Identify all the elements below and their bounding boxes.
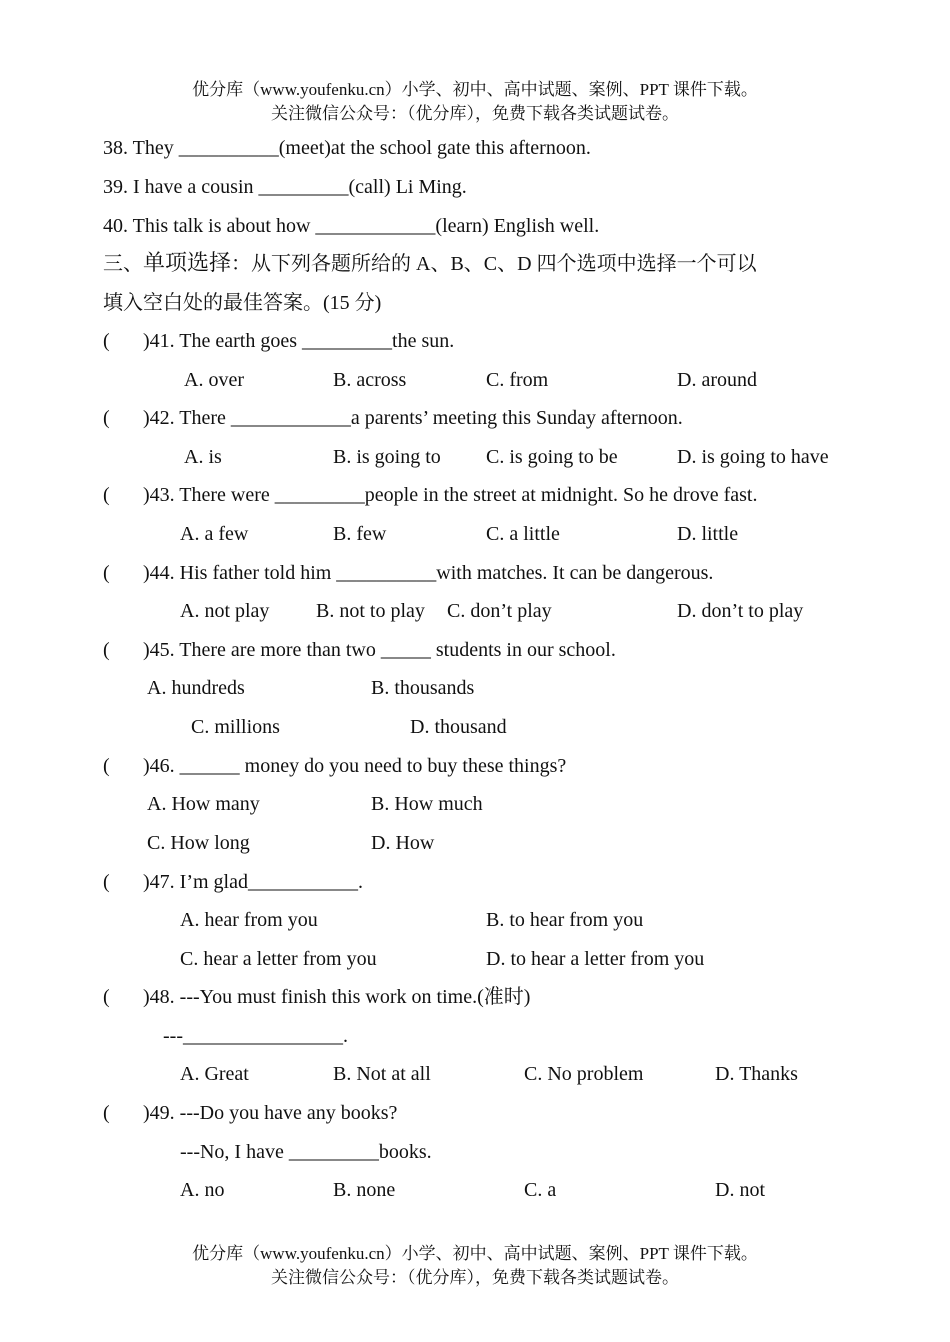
q47-option-a: A. hear from you (180, 909, 318, 931)
answer-paren: ( (103, 484, 110, 506)
question-stem: )47. I’m glad___________. (143, 871, 363, 893)
answer-paren: ( (103, 755, 110, 777)
answer-paren: ( (103, 871, 110, 893)
q48-option-a: A. Great (180, 1063, 249, 1085)
q46-option-a: A. How many (147, 793, 260, 815)
q45-option-c: C. millions (191, 716, 280, 738)
q49-option-a: A. no (180, 1179, 225, 1201)
q48-reply: ---________________. (163, 1025, 348, 1047)
question-45 (103, 636, 616, 664)
q49-option-c: C. a (524, 1179, 557, 1201)
header-line-1: 优分库（www.youfenku.cn）小学、初中、高中试题、案例、PPT 课件下载。 (192, 80, 758, 99)
question-44 (103, 559, 713, 587)
q43-option-b: B. few (333, 523, 387, 545)
answer-paren: ( (103, 639, 110, 661)
q42-option-c: C. is going to be (486, 446, 618, 468)
q43-option-a: A. a few (180, 523, 249, 545)
q46-option-d: D. How (371, 832, 435, 854)
question-stem: )43. There were _________people in the street at midnight. So he drove fast. (143, 484, 758, 506)
q45-option-d: D. thousand (410, 716, 507, 738)
question-46 (103, 752, 566, 780)
q44-option-d: D. don’t to play (677, 600, 804, 622)
q49-option-d: D. not (715, 1179, 765, 1201)
q49-option-b: B. none (333, 1179, 396, 1201)
q49-reply: ---No, I have _________books. (180, 1141, 432, 1163)
q47-option-b: B. to hear from you (486, 909, 644, 931)
q48-option-c: C. No problem (524, 1063, 644, 1085)
q47-option-c: C. hear a letter from you (180, 948, 377, 970)
question-39: 39. I have a cousin _________(call) Li Ming. (103, 176, 467, 198)
question-stem: )48. ---You must finish this work on time.(准时) (143, 986, 531, 1008)
q45-option-b: B. thousands (371, 677, 475, 699)
section-3-instructions: ：从下列各题所给的 A、B、C、D 四个选项中选择一个可以 (231, 253, 757, 275)
q41-option-a: A. over (184, 369, 244, 391)
question-43 (103, 481, 757, 509)
q41-option-b: B. across (333, 369, 407, 391)
question-stem: )41. The earth goes _________the sun. (143, 330, 455, 352)
question-40: 40. This talk is about how ____________(learn) English well. (103, 215, 600, 237)
header-line-2: 关注微信公众号：（优分库），免费下载各类试题试卷。 (271, 104, 679, 123)
answer-paren: ( (103, 562, 110, 584)
footer-line-1: 优分库（www.youfenku.cn）小学、初中、高中试题、案例、PPT 课件下载。 (192, 1244, 758, 1263)
q41-option-d: D. around (677, 369, 757, 391)
answer-paren: ( (103, 407, 110, 429)
q46-option-c: C. How long (147, 832, 250, 854)
q44-option-c: C. don’t play (447, 600, 552, 622)
answer-paren: ( (103, 330, 110, 352)
q44-option-b: B. not to play (316, 600, 425, 622)
question-38: 38. They __________(meet)at the school gate this afternoon. (103, 137, 591, 159)
q41-option-c: C. from (486, 369, 549, 391)
section-3-title (103, 250, 757, 278)
page-footer (0, 1242, 950, 1290)
question-stem: )49. ---Do you have any books? (143, 1102, 398, 1124)
q42-option-a: A. is (184, 446, 222, 468)
q48-option-b: B. Not at all (333, 1063, 431, 1085)
answer-paren: ( (103, 986, 110, 1008)
question-42 (103, 404, 683, 432)
q43-option-d: D. little (677, 523, 739, 545)
q44-option-a: A. not play (180, 600, 270, 622)
section-3-prefix: 三、 (103, 253, 143, 275)
answer-paren: ( (103, 1102, 110, 1124)
q46-option-b: B. How much (371, 793, 483, 815)
footer-line-2: 关注微信公众号：（优分库），免费下载各类试题试卷。 (271, 1268, 679, 1287)
section-3-title-line2: 填入空白处的最佳答案。(15 分) (103, 292, 382, 314)
question-stem: )46. ______ money do you need to buy these things? (143, 755, 567, 777)
question-41 (103, 327, 454, 355)
question-49 (103, 1099, 397, 1127)
question-stem: )44. His father told him __________with matches. It can be dangerous. (143, 562, 714, 584)
question-48 (103, 983, 530, 1011)
q45-option-a: A. hundreds (147, 677, 245, 699)
q43-option-c: C. a little (486, 523, 560, 545)
q47-option-d: D. to hear a letter from you (486, 948, 705, 970)
q42-option-d: D. is going to have (677, 446, 829, 468)
question-47 (103, 868, 363, 896)
page-header (0, 78, 950, 126)
section-3-bold-title: 单项选择 (143, 251, 232, 276)
q48-option-d: D. Thanks (715, 1063, 798, 1085)
question-stem: )42. There ____________a parents’ meeting this Sunday afternoon. (143, 407, 683, 429)
q42-option-b: B. is going to (333, 446, 441, 468)
question-stem: )45. There are more than two _____ students in our school. (143, 639, 616, 661)
